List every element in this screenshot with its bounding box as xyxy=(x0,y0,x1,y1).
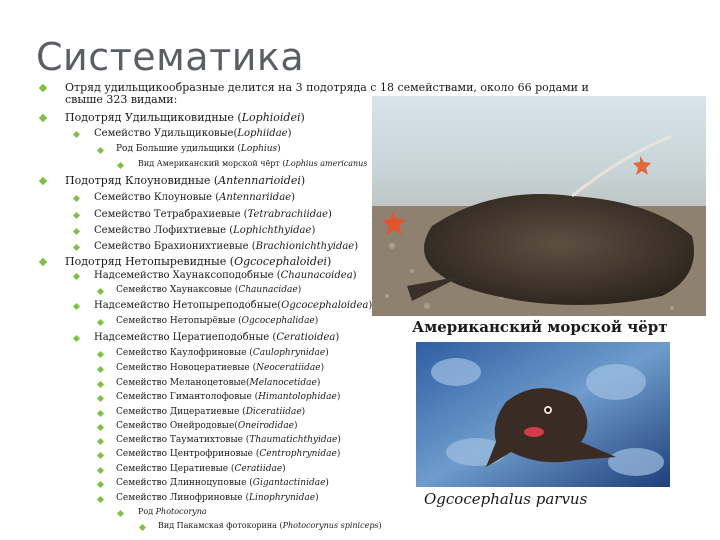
outline-item-tail: ) xyxy=(328,209,332,220)
outline-item-tail: ) xyxy=(277,144,281,154)
bullet-icon xyxy=(39,177,47,185)
bullet-icon xyxy=(73,212,80,219)
outline-item-text: Надсемейство Цератиеподобные ( xyxy=(94,332,277,343)
outline-item-latin: Lophius xyxy=(240,144,278,154)
bullet-icon xyxy=(73,195,80,202)
outline-item-tail: ) xyxy=(282,464,286,474)
outline-item-tail: ) xyxy=(300,111,305,124)
outline-item-text: Подотряд Удильщиковидные ( xyxy=(65,111,242,124)
outline-item-latin: Gigantactinidae xyxy=(252,478,326,488)
outline-item xyxy=(116,450,340,459)
outline-item-tail: ) xyxy=(336,449,341,459)
outline-item-text: Семейство Брахионихтиевые ( xyxy=(94,241,256,252)
outline-item-latin: Linophrynidae xyxy=(248,493,316,503)
bullet-icon xyxy=(97,424,104,431)
outline-item-tail: ) xyxy=(336,392,341,402)
outline-item-tail: ) xyxy=(297,285,302,295)
bullet-icon xyxy=(73,273,80,280)
outline-item-text: Семейство Меланоцетовые( xyxy=(116,378,250,388)
outline-item-text: Семейство Дицератиевые ( xyxy=(116,407,246,417)
bullet-icon xyxy=(97,467,104,474)
outline-item-tail: ) xyxy=(320,363,325,373)
outline-item-text: Семейство Лофихтиевые ( xyxy=(94,225,234,236)
outline-item-latin: Ceratioidea xyxy=(276,332,336,343)
outline-item-tail: ) xyxy=(314,316,319,326)
outline-item-tail: ) xyxy=(354,241,359,252)
bullet-icon xyxy=(73,335,80,342)
outline-item-text: Семейство Линофриновые ( xyxy=(116,493,249,503)
outline-item-latin: Oneirodidae xyxy=(237,421,295,431)
outline-item-text: свыше 323 видами: xyxy=(65,93,178,106)
outline-item xyxy=(138,508,207,516)
outline-item-text: Семейство Длинноцуповые ( xyxy=(116,478,253,488)
outline-item xyxy=(65,256,331,267)
outline-item-text: Род Большие удильщики ( xyxy=(116,144,241,154)
outline-item xyxy=(116,408,305,417)
outline-item-latin: Neoceratiidae xyxy=(256,363,321,373)
outline-item-latin: Photocoryna xyxy=(155,507,207,516)
outline-item xyxy=(94,226,315,236)
outline-item-tail: ) xyxy=(325,348,329,358)
outline-item-text: Надсемейство Хаунаксоподобные ( xyxy=(94,270,281,281)
bullet-icon xyxy=(97,381,104,388)
outline-item xyxy=(116,145,281,154)
outline-item-text: Семейство Нетопырёвые ( xyxy=(116,316,242,326)
outline-item-latin: Brachionichthyidae xyxy=(255,241,355,252)
outline-item-tail: ) xyxy=(291,192,295,203)
outline-item xyxy=(116,479,329,488)
outline-item xyxy=(94,193,295,203)
bullet-icon xyxy=(97,395,104,402)
outline-item xyxy=(116,393,340,402)
outline-item-latin: Chaunacidae xyxy=(238,285,298,295)
outline-item-latin: Centrophrynidae xyxy=(259,449,337,459)
outline-item-tail: ) xyxy=(316,378,321,388)
bullet-icon xyxy=(73,244,80,251)
outline-item xyxy=(116,379,320,388)
outline-item xyxy=(158,522,382,530)
outline-item-tail: ) xyxy=(327,255,332,268)
outline-item-text: Семейство Каулофриновые ( xyxy=(116,348,253,358)
outline-item-text: Подотряд Клоуновидные ( xyxy=(65,174,219,187)
top-photo-caption: Американский морской чёрт xyxy=(412,318,668,336)
outline-item-latin: Thaumatichthyidae xyxy=(249,435,338,445)
outline-item xyxy=(138,160,367,168)
outline-item xyxy=(116,349,329,358)
outline-item-latin: Lophiidae xyxy=(237,128,288,139)
bullet-icon xyxy=(39,114,47,122)
outline-item-tail: ) xyxy=(301,407,306,417)
page-title: Систематика xyxy=(36,35,305,79)
outline-item-tail: ) xyxy=(287,128,292,139)
outline-item-latin: Lophioidei xyxy=(241,111,301,124)
outline-item xyxy=(116,364,324,373)
outline-item-tail: ) xyxy=(294,421,298,431)
outline-item-tail: ) xyxy=(300,174,306,187)
outline-item-tail: ) xyxy=(368,300,373,311)
outline-item-latin: Tetrabrachiidae xyxy=(247,209,329,220)
bullet-icon xyxy=(97,438,104,445)
outline-item xyxy=(94,301,372,311)
outline-item xyxy=(65,175,305,186)
bullet-icon xyxy=(97,481,104,488)
outline-item-text: Вид Пакамская фотокорина ( xyxy=(158,521,283,530)
outline-item-text: Род xyxy=(138,507,156,516)
outline-item-latin: Ogcocephaloidea xyxy=(281,300,369,311)
outline-item-latin: Ogcocephaloidei xyxy=(234,255,328,268)
outline-item-text: Семейство Центрофриновые ( xyxy=(116,449,260,459)
outline-item-latin: Lophius americanus xyxy=(285,159,368,168)
outline-item-tail: ) xyxy=(315,493,319,503)
outline-item-latin: Antennarioidei xyxy=(218,174,301,187)
outline-item-text: Семейство Онейродовые( xyxy=(116,421,238,431)
bottom-photo-caption: Ogcocephalus parvus xyxy=(424,490,588,508)
outline-item-text: Семейство Хаунаксовые ( xyxy=(116,285,239,295)
bullet-icon xyxy=(117,510,124,517)
outline-item-tail: ) xyxy=(325,478,329,488)
bullet-icon xyxy=(97,147,104,154)
outline-item-text: Подотряд Нетопыревидные ( xyxy=(65,255,235,268)
outline-item xyxy=(116,286,301,295)
outline-item-text: Семейство Новоцератиевые ( xyxy=(116,363,257,373)
outline-item-latin: Photocorynus spiniceps xyxy=(282,521,379,530)
bullet-icon xyxy=(97,288,104,295)
bullet-icon xyxy=(39,84,47,92)
outline-item-tail: ) xyxy=(337,435,341,445)
outline-item xyxy=(65,112,305,123)
bullet-icon xyxy=(73,228,80,235)
outline-item xyxy=(94,333,339,343)
outline-item-text: Вид Американский морской чёрт ( xyxy=(138,159,286,168)
bullet-icon xyxy=(73,131,80,138)
bullet-icon xyxy=(97,319,104,326)
outline-item xyxy=(94,129,291,139)
outline-item xyxy=(116,465,286,474)
bullet-icon xyxy=(97,452,104,459)
outline-item xyxy=(94,242,358,252)
outline-item-latin: Melanocetidae xyxy=(249,378,317,388)
outline-item xyxy=(65,82,589,93)
outline-item xyxy=(65,94,177,105)
outline-item-latin: Diceratiidae xyxy=(245,407,302,417)
outline-item-tail: ) xyxy=(352,270,357,281)
outline-item-text: Семейство Цератиевые ( xyxy=(116,464,235,474)
outline-item-text: Семейство Тетрабрахиевые ( xyxy=(94,209,248,220)
bullet-icon xyxy=(97,366,104,373)
bullet-icon xyxy=(39,258,47,266)
outline-item-text: Надсемейство Нетопыреподобные( xyxy=(94,300,282,311)
outline-item-text: Отряд удильщикообразные делится на 3 подотряда с 18 семействами, около 66 родами и xyxy=(65,81,589,94)
batfish-photo xyxy=(416,342,670,487)
outline-item-text: Семейство Клоуновые ( xyxy=(94,192,220,203)
outline-item xyxy=(94,271,357,281)
outline-item-latin: Lophichthyidae xyxy=(233,225,312,236)
anglerfish-photo xyxy=(372,96,706,316)
outline-item-tail: ) xyxy=(311,225,316,236)
bullet-icon xyxy=(73,303,80,310)
outline-item-text: Семейство Тауматихтовые ( xyxy=(116,435,250,445)
outline-item xyxy=(116,436,341,445)
outline-item-latin: Ceratiidae xyxy=(234,464,283,474)
bullet-icon xyxy=(97,351,104,358)
outline-item-tail: ) xyxy=(378,521,382,530)
bullet-icon xyxy=(117,162,124,169)
bullet-icon xyxy=(97,410,104,417)
outline-item-text: Семейство Удильщиковые( xyxy=(94,128,238,139)
outline-item xyxy=(116,317,318,326)
outline-item-latin: Himantolophidae xyxy=(258,392,337,402)
bullet-icon xyxy=(139,524,146,531)
outline-item-latin: Ogcocephalidae xyxy=(241,316,315,326)
outline-item xyxy=(116,494,319,503)
outline-item-latin: Caulophrynidae xyxy=(252,348,326,358)
outline-item xyxy=(94,210,332,220)
bullet-icon xyxy=(97,496,104,503)
outline-item xyxy=(116,422,298,431)
outline-item-tail: ) xyxy=(335,332,340,343)
outline-item-text: Семейство Гимантолофовые ( xyxy=(116,392,259,402)
outline-item-latin: Chaunacoidea xyxy=(280,270,353,281)
outline-item-latin: Antennariidae xyxy=(219,192,292,203)
